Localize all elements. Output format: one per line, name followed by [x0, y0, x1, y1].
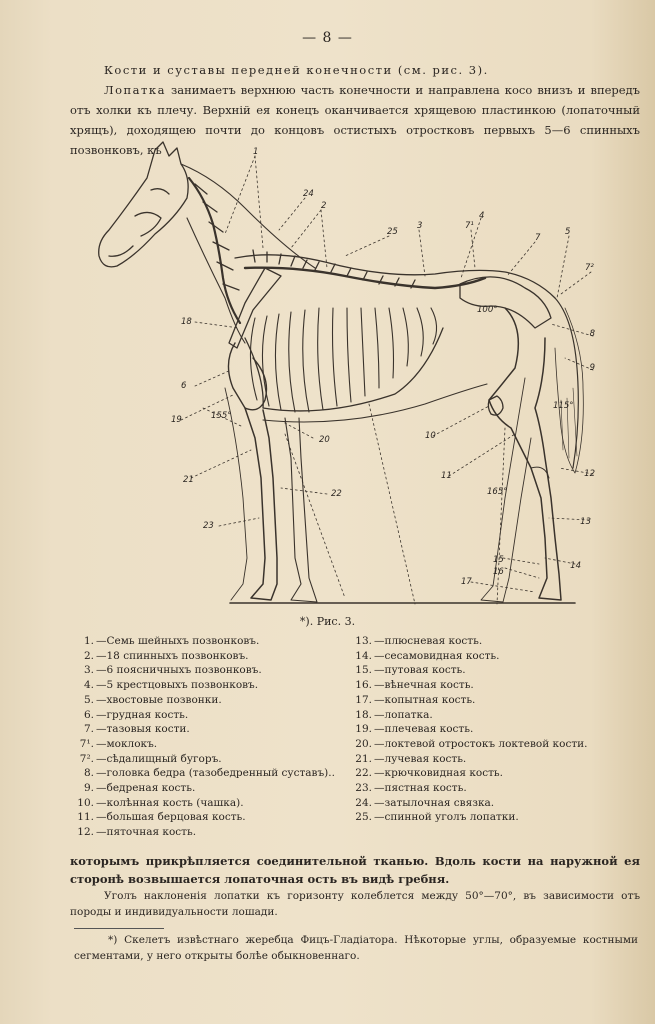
term-scapula: Лопатка: [104, 83, 166, 97]
figure-label: 1: [253, 147, 259, 157]
legend-item: 15. —путовая кость.: [355, 664, 466, 677]
legend-item: 25. —спинной уголъ лопатки.: [355, 811, 519, 824]
figure-label: 17: [461, 577, 472, 587]
section-heading: Кости и суставы передней конечности (см. рис. 3).: [104, 63, 489, 77]
figure-label: 4: [479, 211, 485, 221]
figure-label: 22: [331, 489, 342, 499]
legend-item: 7². —сѣдалищный бугоръ.: [79, 752, 222, 765]
figure-label: 18: [181, 317, 192, 327]
legend-column-right: [350, 634, 630, 825]
figure-label: 100°: [477, 305, 498, 315]
figure-label: 7¹: [465, 221, 474, 231]
intro-text: занимаетъ верхнюю часть конечности и направлена косо внизъ и впередъ отъ холки къ плечу. Верхній ея конецъ оканчивается хрящевою пластинкою (лопаточный хрящъ), доходящею почти до концовъ остистыхъ отростковъ первыхъ 5—6 спинныхъ позвонковъ, къ: [70, 83, 640, 157]
legend-item: 13. —плюсневая кость.: [355, 635, 483, 647]
figure-label: 2: [321, 201, 327, 211]
figure-label: 14: [570, 561, 581, 571]
figure-label: 165°: [487, 487, 508, 497]
legend-item: 3. —6 поясничныхъ позвонковъ.: [83, 664, 262, 677]
figure-caption: *). Рис. 3.: [299, 615, 356, 628]
horse-skeleton-illustration: [95, 138, 595, 608]
legend-item: 18. —лопатка.: [355, 708, 433, 721]
legend-column-left: [72, 634, 344, 840]
legend-item: 20. —локтевой отростокъ локтевой кости.: [355, 737, 588, 750]
legend-item: 11. —большая берцовая кость.: [77, 811, 246, 824]
continuation-paragraph: которымъ прикрѣпляется соединительной тканью. Вдоль кости на наружной ея сторонѣ возвышается лопаточная ость въ видѣ гребня.: [70, 854, 640, 886]
figure-label: 7²: [585, 263, 594, 273]
figure-label: 8: [589, 329, 595, 339]
figure-label: 13: [580, 517, 591, 527]
angle-paragraph: Уголъ наклоненія лопатки къ горизонту колеблется между 50°—70°, въ зависимости отъ породы и индивидуальности лошади.: [70, 890, 640, 918]
figure-label: 21: [183, 475, 194, 485]
legend-item: 19. —плечевая кость.: [355, 723, 474, 736]
figure-label: 10: [425, 431, 436, 441]
legend-item: 10. —колѣнная кость (чашка).: [77, 796, 244, 809]
figure-label: 23: [203, 521, 214, 531]
figure-label: 16: [493, 567, 504, 577]
figure-label: 20: [319, 435, 330, 445]
horse-skeleton-figure: [95, 138, 595, 608]
legend-item: 12. —пяточная кость.: [77, 826, 197, 839]
legend-item: 7. —тазовыя кости.: [83, 723, 190, 736]
legend-item: 22. —крючковидная кость.: [355, 767, 503, 780]
legend-item: 16. —вѣнечная кость.: [355, 679, 474, 692]
figure-label: 15: [493, 555, 504, 565]
legend-item: 6. —грудная кость.: [83, 708, 189, 721]
legend-item: 4. —5 крестцовыхъ позвонковъ.: [83, 679, 259, 692]
figure-label: 6: [181, 381, 187, 391]
figure-label: 12: [584, 469, 595, 479]
figure-label: 9: [589, 363, 595, 373]
figure-label: 24: [303, 189, 314, 199]
legend-item: 7¹. —моклокъ.: [79, 737, 158, 750]
legend-item: 2. —18 спинныхъ позвонковъ.: [83, 649, 249, 662]
figure-label: 11: [441, 471, 452, 481]
legend-item: 17. —копытная кость.: [355, 693, 476, 706]
figure-label: 25: [387, 227, 398, 237]
figure-label: 3: [417, 221, 423, 231]
legend-item: 8. —головка бедра (тазобедренный суставъ)..: [83, 767, 335, 780]
legend-item: 24. —затылочная связка.: [355, 796, 495, 809]
figure-label: 7: [535, 233, 541, 243]
legend-item: 14. —сесамовидная кость.: [355, 649, 500, 662]
figure-label: 19: [171, 415, 182, 425]
figure-label: 155°: [211, 411, 232, 421]
page-number: — 8 —: [302, 30, 353, 46]
legend-item: 1. —Семь шейныхъ позвонковъ.: [83, 635, 260, 647]
legend-item: 9. —бедреная кость.: [83, 782, 196, 795]
figure-label: 5: [565, 227, 571, 237]
legend-item: 21. —лучевая кость.: [355, 752, 467, 765]
footnote-rule: [74, 928, 164, 929]
footnote: *) Скелетъ извѣстнаго жеребца Фицъ-Гладіатора. Нѣкоторые углы, образуемые костными сегментами, у него открыты болѣе обыкновеннаго.: [74, 934, 638, 962]
legend-item: 5. —хвостовые позвонки.: [83, 693, 222, 706]
figure-label: 115°: [553, 401, 574, 411]
legend-item: 23. —пястная кость.: [355, 782, 467, 795]
